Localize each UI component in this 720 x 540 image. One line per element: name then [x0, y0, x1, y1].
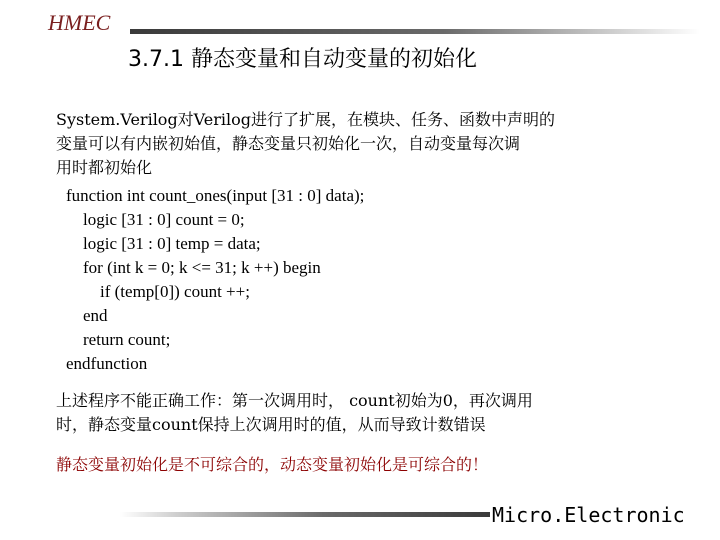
intro-line: System.Verilog对Verilog进行了扩展，在模块、任务、函数中声明的	[56, 110, 555, 129]
footer-rule	[120, 512, 490, 517]
code-line: end	[66, 306, 108, 325]
intro-line: 变量可以有内嵌初始值，静态变量只初始化一次，自动变量每次调	[56, 134, 521, 153]
intro-line: 用时都初始化	[56, 158, 153, 177]
hmec-logo: HMEC	[48, 10, 111, 35]
code-line: if (temp[0]) count ++;	[66, 282, 250, 301]
code-block	[66, 184, 364, 376]
footer-label: Micro.Electronic	[492, 503, 685, 527]
slide-title: 3.7.1 静态变量和自动变量的初始化	[128, 47, 477, 72]
code-line: return count;	[66, 330, 171, 349]
explanation-line: 时，静态变量count保持上次调用时的值，从而导致计数错误	[56, 415, 486, 434]
explanation-paragraph	[56, 389, 656, 437]
code-line: endfunction	[66, 354, 148, 373]
intro-paragraph	[56, 108, 656, 180]
code-line: logic [31 : 0] temp = data;	[66, 234, 261, 253]
conclusion-text: 静态变量初始化是不可综合的，动态变量初始化是可综合的！	[56, 455, 489, 474]
explanation-line: 上述程序不能正确工作：第一次调用时， count初始为0，再次调用	[56, 391, 533, 410]
code-line: logic [31 : 0] count = 0;	[66, 210, 245, 229]
title-rule	[130, 29, 700, 34]
code-line: for (int k = 0; k <= 31; k ++) begin	[66, 258, 321, 277]
code-line: function int count_ones(input [31 : 0] data);	[66, 186, 365, 205]
